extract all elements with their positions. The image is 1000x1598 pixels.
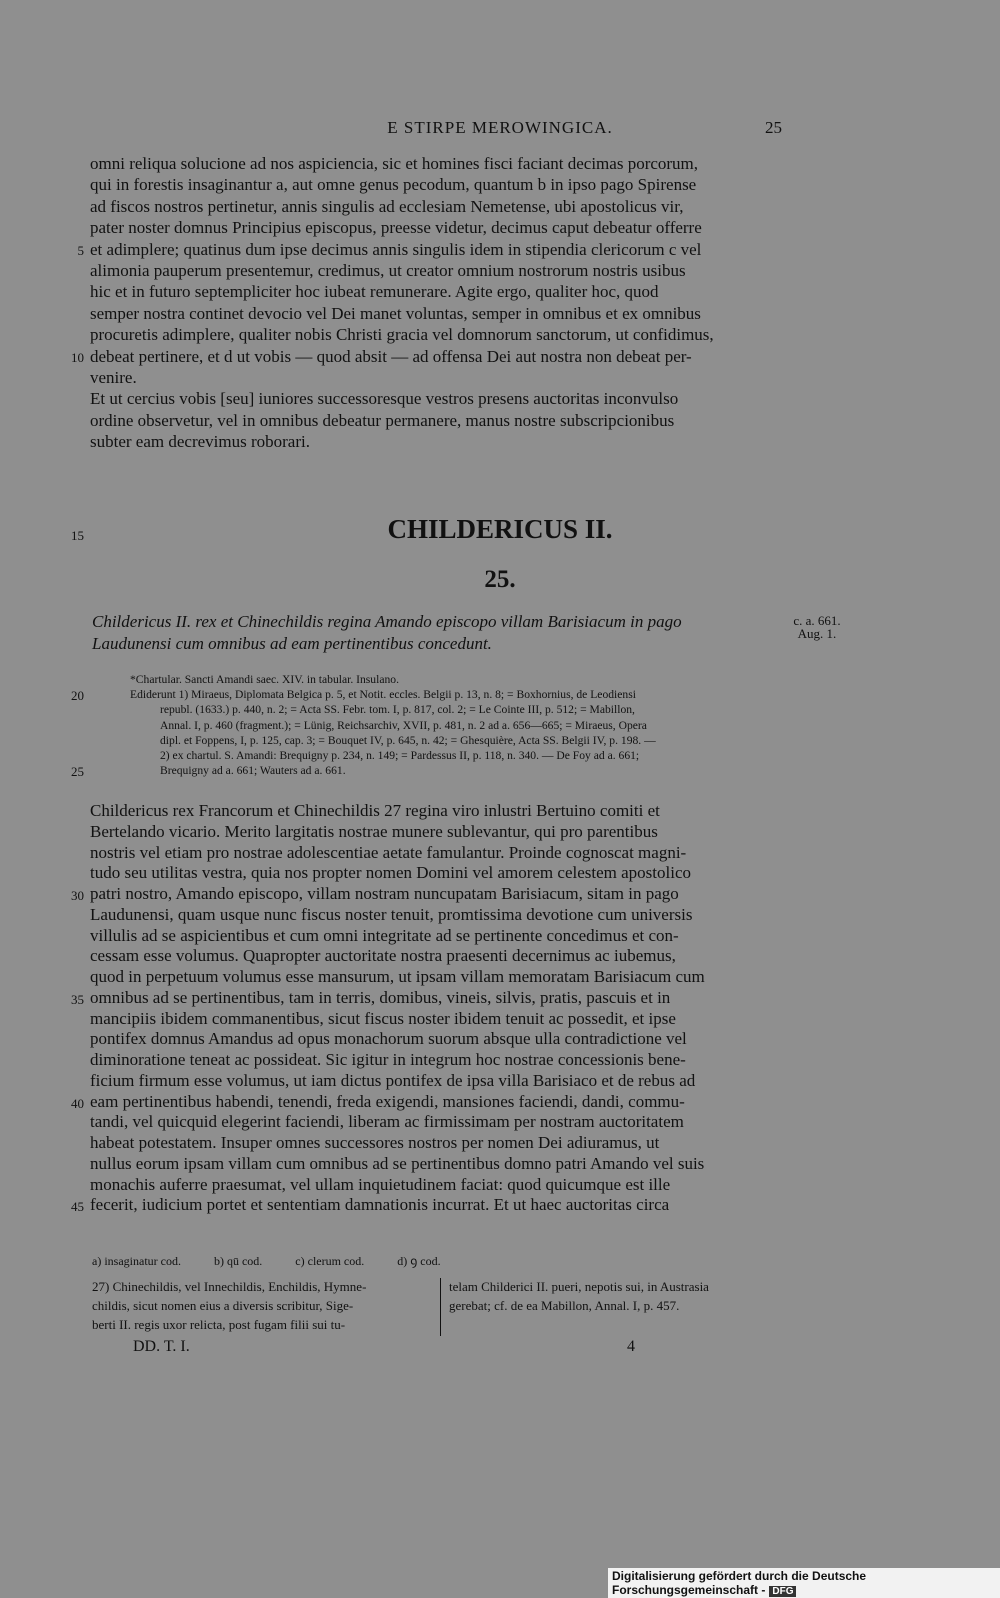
text-line: nostris vel etiam pro nostrae adolescentiae aetate famulantur. Proinde cognoscat magni-	[90, 842, 687, 862]
text-line: patri nostro, Amando episcopo, villam nostram nuncupatam Barisiacum, sitam in pago	[90, 884, 679, 903]
text-line: tandi, vel quicquid elegerint faciendi, liberam ac firmissimam per nostram auctoritatem	[90, 1112, 684, 1132]
line-number: 45	[71, 1199, 84, 1215]
text-line: semper nostra continet devocio vel Dei manet voluntas, semper in omnibus et ex omnibus	[90, 303, 701, 323]
text-line: nullus eorum ipsam villam cum omnibus ad se pertinentibus domno patri Amando vel suis	[90, 1153, 705, 1173]
text-line: eam pertinentibus habendi, tenendi, freda exigendi, mansiones faciendi, dandi, commu-	[90, 1091, 685, 1111]
line-number: 5	[77, 242, 84, 258]
line-number: 35	[71, 991, 84, 1007]
line-number: 20	[71, 688, 84, 704]
footnote-left-3: berti II. regis uxor relicta, post fugam filii sui tu-	[92, 1317, 346, 1332]
date-note-day: Aug. 1.	[797, 626, 837, 641]
text-line: mancipiis ibidem commanentibus, sicut fiscus noster ibidem tenuit ac possedit, et ipse	[90, 1008, 676, 1028]
page-number: 25	[765, 118, 782, 137]
text-line: *Chartular. Sancti Amandi saec. XIV. in tabular. Insulano.	[130, 673, 399, 686]
apparatus-a: a) insaginatur cod.	[92, 1254, 181, 1268]
text-line: quod in perpetuum volumus esse mansurum, ut ipsam villam memoratam Barisiacum cum	[90, 967, 705, 986]
text-line: cessam esse volumus. Quapropter auctoritate nostra praesenti decernimus ac iubemus,	[90, 946, 676, 966]
apparatus-c: c) clerum cod.	[295, 1254, 365, 1268]
signature-number: 4	[627, 1338, 635, 1355]
text-line: hic et in futuro septempliciter hoc iubeat remunerare. Agite ergo, qualiter hoc, quod	[90, 282, 659, 302]
text-line: debeat pertinere, et d ut vobis — quod absit — ad offensa Dei aut nostra non debeat per-	[90, 346, 692, 366]
apparatus-b: b) qū cod.	[213, 1254, 263, 1268]
text-line: 2) ex chartul. S. Amandi: Brequigny p. 234, n. 149; = Pardessus II, p. 118, n. 340. — De Foy ad a. 661;	[160, 749, 640, 762]
text-line: Et ut cercius vobis [seu] iuniores successoresque vestros presens auctoritas inconvulso	[90, 389, 679, 409]
text-line: qui in forestis insaginantur a, aut omne genus pecodum, quantum b in ipso pago Spirense	[90, 175, 697, 195]
apparatus-d: d) ꝯ cod.	[397, 1254, 441, 1268]
regest-line-1: Childericus II. rex et Chinechildis regina Amando episcopo villam Barisiacum in pago	[92, 612, 682, 631]
text-line: ad fiscos nostros pertinetur, annis singulis ad ecclesiam Nemetense, ubi apostolicus vir,	[90, 196, 684, 216]
text-line: omnibus ad se pertinentibus, tam in terris, domibus, vineis, silvis, pratis, pascuis et in	[90, 987, 671, 1007]
text-line: et adimplere; quatinus dum ipse decimus annis singulis idem in stipendia clericorum c vel	[90, 239, 702, 259]
document-number: 25.	[484, 566, 516, 593]
text-line: diminoratione teneat ac possideat. Sic igitur in integrum hoc nostrae concessionis bene-	[90, 1050, 686, 1069]
text-line: procuretis adimplere, qualiter nobis Christi gracia vel domnorum sanctorum, ut confidimus,	[90, 325, 714, 345]
footnote-right-1: telam Childerici II. pueri, nepotis sui, in Austrasia	[449, 1279, 709, 1294]
line-number: 10	[71, 349, 84, 365]
text-line: Annal. I, p. 460 (fragment.); = Lünig, Reichsarchiv, XVII, p. 481, n. 2 ad a. 656—665; = Miraeus, Opera	[160, 718, 647, 732]
text-line: Brequigny ad a. 661; Wauters ad a. 661.	[160, 764, 346, 778]
text-line: Childericus rex Francorum et Chinechildis 27 regina viro inlustri Bertuino comiti et	[90, 801, 660, 820]
text-line: ordine observetur, vel in omnibus debeatur permanere, manus nostre subscripcionibus	[90, 410, 675, 430]
critical-apparatus	[92, 1252, 471, 1269]
line-number: 40	[71, 1095, 84, 1111]
line-number: 30	[71, 888, 84, 903]
text-line: villulis ad se aspicientibus et cum omni integritate ad se pertinente concedimus et con-	[90, 925, 679, 945]
line-number: 25	[71, 764, 84, 780]
date-note-year: c. a. 661.	[793, 613, 841, 628]
text-line: republ. (1633.) p. 440, n. 2; = Acta SS. Febr. tom. I, p. 817, col. 2; = Le Cointe III, p. 512; = Mabillon,	[160, 703, 635, 717]
line-number: 15	[71, 528, 84, 543]
text-line: fecerit, iudicium portet et sententiam damnationis incurrat. Et ut haec auctoritas circa	[90, 1195, 670, 1215]
text-line: subter eam decrevimus roborari.	[90, 432, 310, 452]
running-head: E STIRPE MEROWINGICA.	[387, 118, 613, 137]
text-line: habeat potestatem. Insuper omnes successores nostros per nomen Dei adiuramus, ut	[90, 1133, 660, 1152]
signature-mark: DD. T. I.	[133, 1338, 190, 1355]
footnote-left-1: 27) Chinechildis, vel Innechildis, Enchildis, Hymne-	[92, 1279, 367, 1294]
text-line: pontifex domnus Amandus ad opus monachorum suorum absque ulla contradictione vel	[90, 1029, 687, 1049]
text-line: tudo seu utilitas vestra, quia nos propter nomen Domini vel amorem celestem apostolico	[90, 863, 692, 883]
text-line: Bertelando vicario. Merito largitatis nostrae munere sublevantur, qui pro parentibus	[90, 821, 658, 841]
text-line: dipl. et Foppens, I, p. 125, cap. 3; = Bouquet IV, p. 645, n. 42; = Ghesquière, Acta SS. Belgii IV, p. 198. —	[160, 733, 656, 747]
digitization-credit	[608, 1568, 1000, 1598]
regest-line-2: Laudunensi cum omnibus ad eam pertinentibus concedunt.	[92, 634, 492, 653]
text-line: alimonia pauperum presentemur, credimus, ut creator omnium nostrorum nostris usibus	[90, 261, 686, 280]
text-line: omni reliqua solucione ad nos aspicienciа, sic et homines fisci faciant decimas porcorum,	[90, 154, 699, 173]
text-line: venire.	[90, 368, 137, 387]
dfg-logo: DFG	[769, 1586, 796, 1597]
footnote-divider	[440, 1278, 441, 1336]
text-line: Laudunensi, quam usque nunc fiscus noster tenuit, promtissima devotione cum universis	[90, 904, 693, 924]
text-line: Ediderunt 1) Miraeus, Diplomata Belgica p. 5, et Notit. eccles. Belgii p. 13, n. 8; = Boxhornius, de Leodiensi	[130, 688, 636, 702]
text-line: monachis auferre praesumat, vel ullam inquietudinem faciat: quod quicumque est ille	[90, 1174, 671, 1194]
ruler-heading: CHILDERICUS II.	[387, 514, 613, 544]
credit-text: Digitalisierung gefördert durch die Deutsche Forschungsgemeinschaft -	[612, 1569, 867, 1597]
footnote-right-2: gerebat; cf. de ea Mabillon, Annal. I, p. 457.	[449, 1298, 680, 1313]
text-line: ficium firmum esse volumus, ut iam dictus pontifex de ipsa villa Barisiaco et de rebus ad	[90, 1070, 696, 1090]
text-line: pater noster domnus Principius episcopus, preesse videtur, decimus caput debeatur offerre	[90, 218, 702, 238]
footnote-left-2: childis, sicut nomen eius a diversis scribitur, Sige-	[92, 1298, 354, 1313]
